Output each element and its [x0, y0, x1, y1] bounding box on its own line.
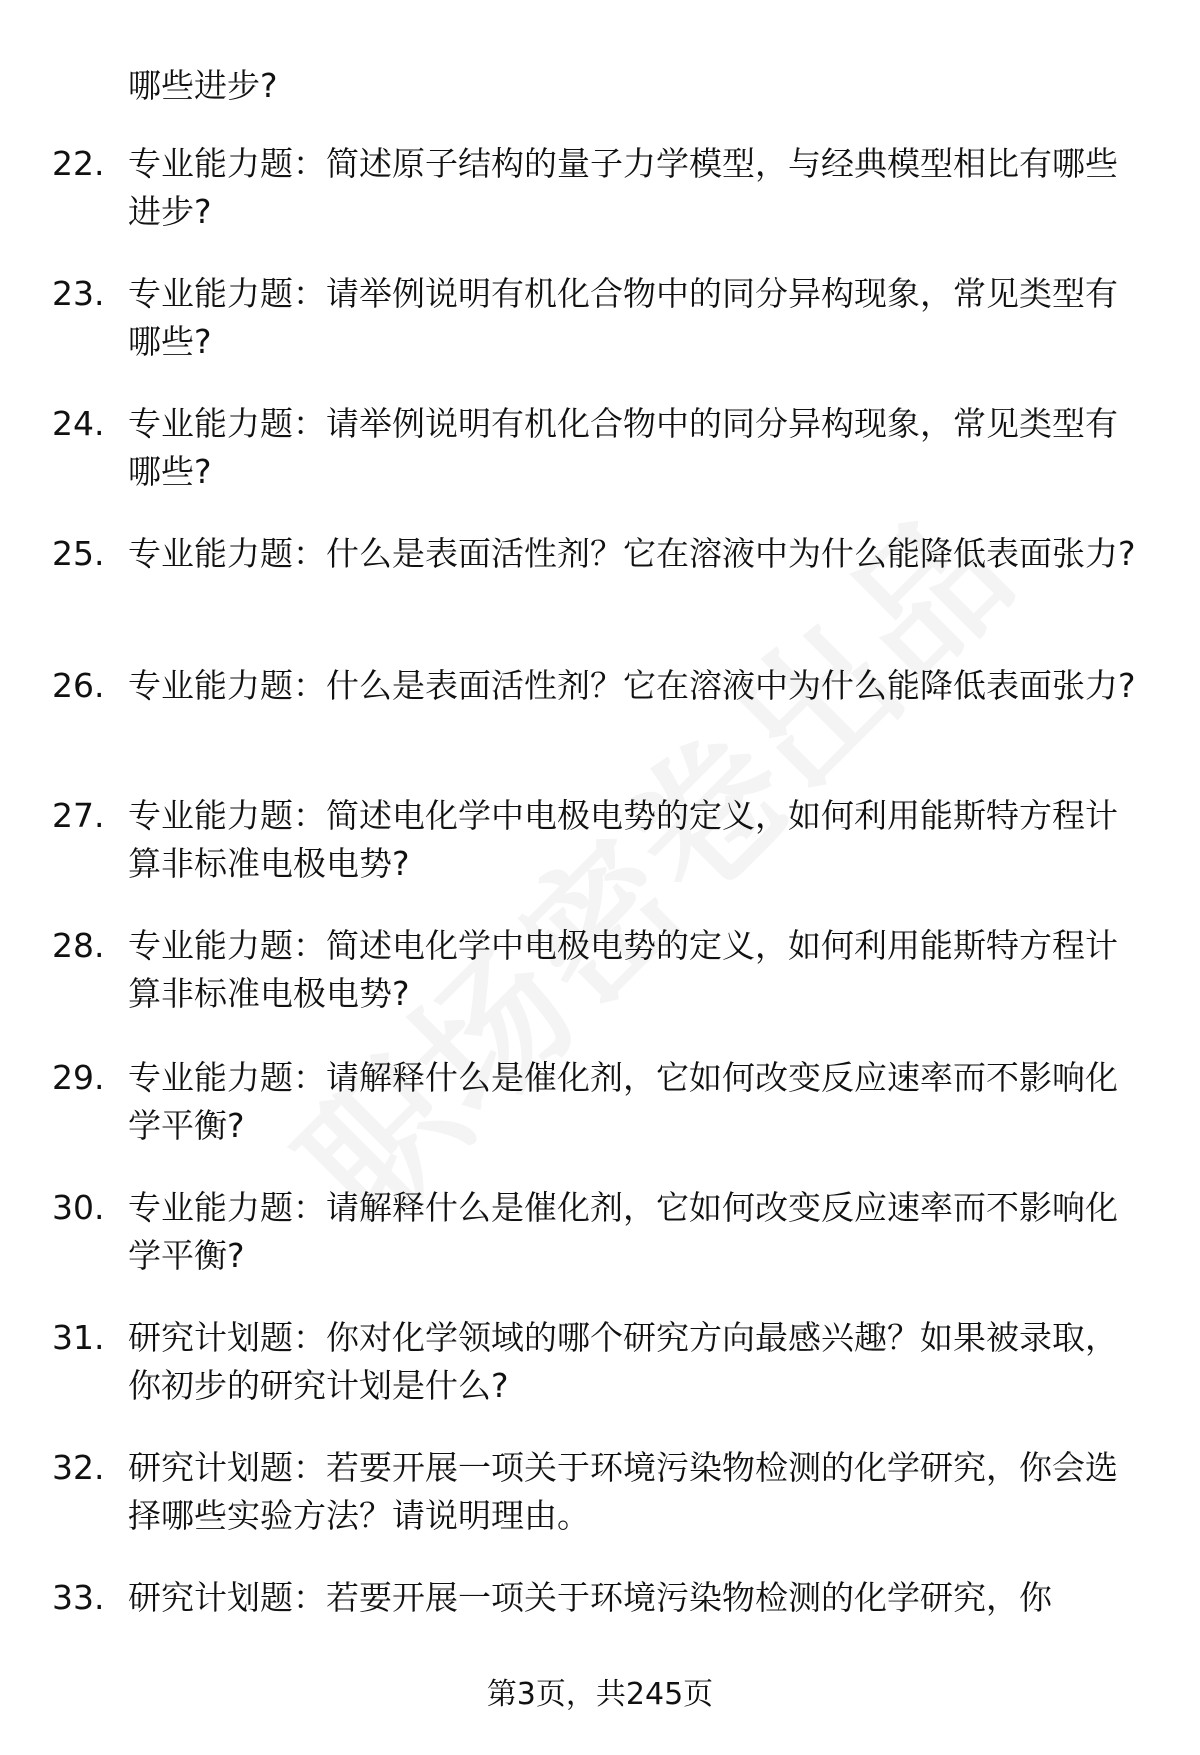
- question-number: 23.: [52, 274, 105, 313]
- question-number: 24.: [52, 404, 105, 443]
- question-number: 25.: [52, 534, 105, 573]
- question-text: 专业能力题：简述电化学中电极电势的定义，如何利用能斯特方程计算非标准电极电势?: [128, 796, 1118, 883]
- question-text: 专业能力题：请解释什么是催化剂，它如何改变反应速率而不影响化学平衡?: [128, 1058, 1118, 1145]
- question-text: 专业能力题：简述原子结构的量子力学模型，与经典模型相比有哪些进步?: [128, 144, 1118, 231]
- question-number: 33.: [52, 1578, 105, 1617]
- question-number: 28.: [52, 926, 105, 965]
- question-number: 30.: [52, 1188, 105, 1227]
- question-text: 研究计划题：你对化学领域的哪个研究方向最感兴趣？如果被录取，你初步的研究计划是什么?: [128, 1318, 1118, 1405]
- question-text: 研究计划题：若要开展一项关于环境污染物检测的化学研究，你会选择哪些实验方法？请说明理由。: [128, 1448, 1118, 1535]
- question-number: 22.: [52, 144, 105, 183]
- page-footer: 第3页，共245页: [486, 1677, 714, 1712]
- question-number: 31.: [52, 1318, 105, 1357]
- continuation-text: 哪些进步?: [128, 66, 278, 105]
- question-text: 专业能力题：简述电化学中电极电势的定义，如何利用能斯特方程计算非标准电极电势?: [128, 926, 1118, 1013]
- question-number: 26.: [52, 666, 105, 705]
- question-text: 专业能力题：什么是表面活性剂？它在溶液中为什么能降低表面张力?: [128, 534, 1136, 573]
- question-text: 专业能力题：请举例说明有机化合物中的同分异构现象，常见类型有哪些?: [128, 404, 1118, 491]
- question-text: 专业能力题：请举例说明有机化合物中的同分异构现象，常见类型有哪些?: [128, 274, 1118, 361]
- question-number: 32.: [52, 1448, 105, 1487]
- question-number: 29.: [52, 1058, 105, 1097]
- question-text: 专业能力题：什么是表面活性剂？它在溶液中为什么能降低表面张力?: [128, 666, 1136, 705]
- question-text: 研究计划题：若要开展一项关于环境污染物检测的化学研究，你: [128, 1578, 1052, 1617]
- question-text: 专业能力题：请解释什么是催化剂，它如何改变反应速率而不影响化学平衡?: [128, 1188, 1118, 1275]
- question-number: 27.: [52, 796, 105, 835]
